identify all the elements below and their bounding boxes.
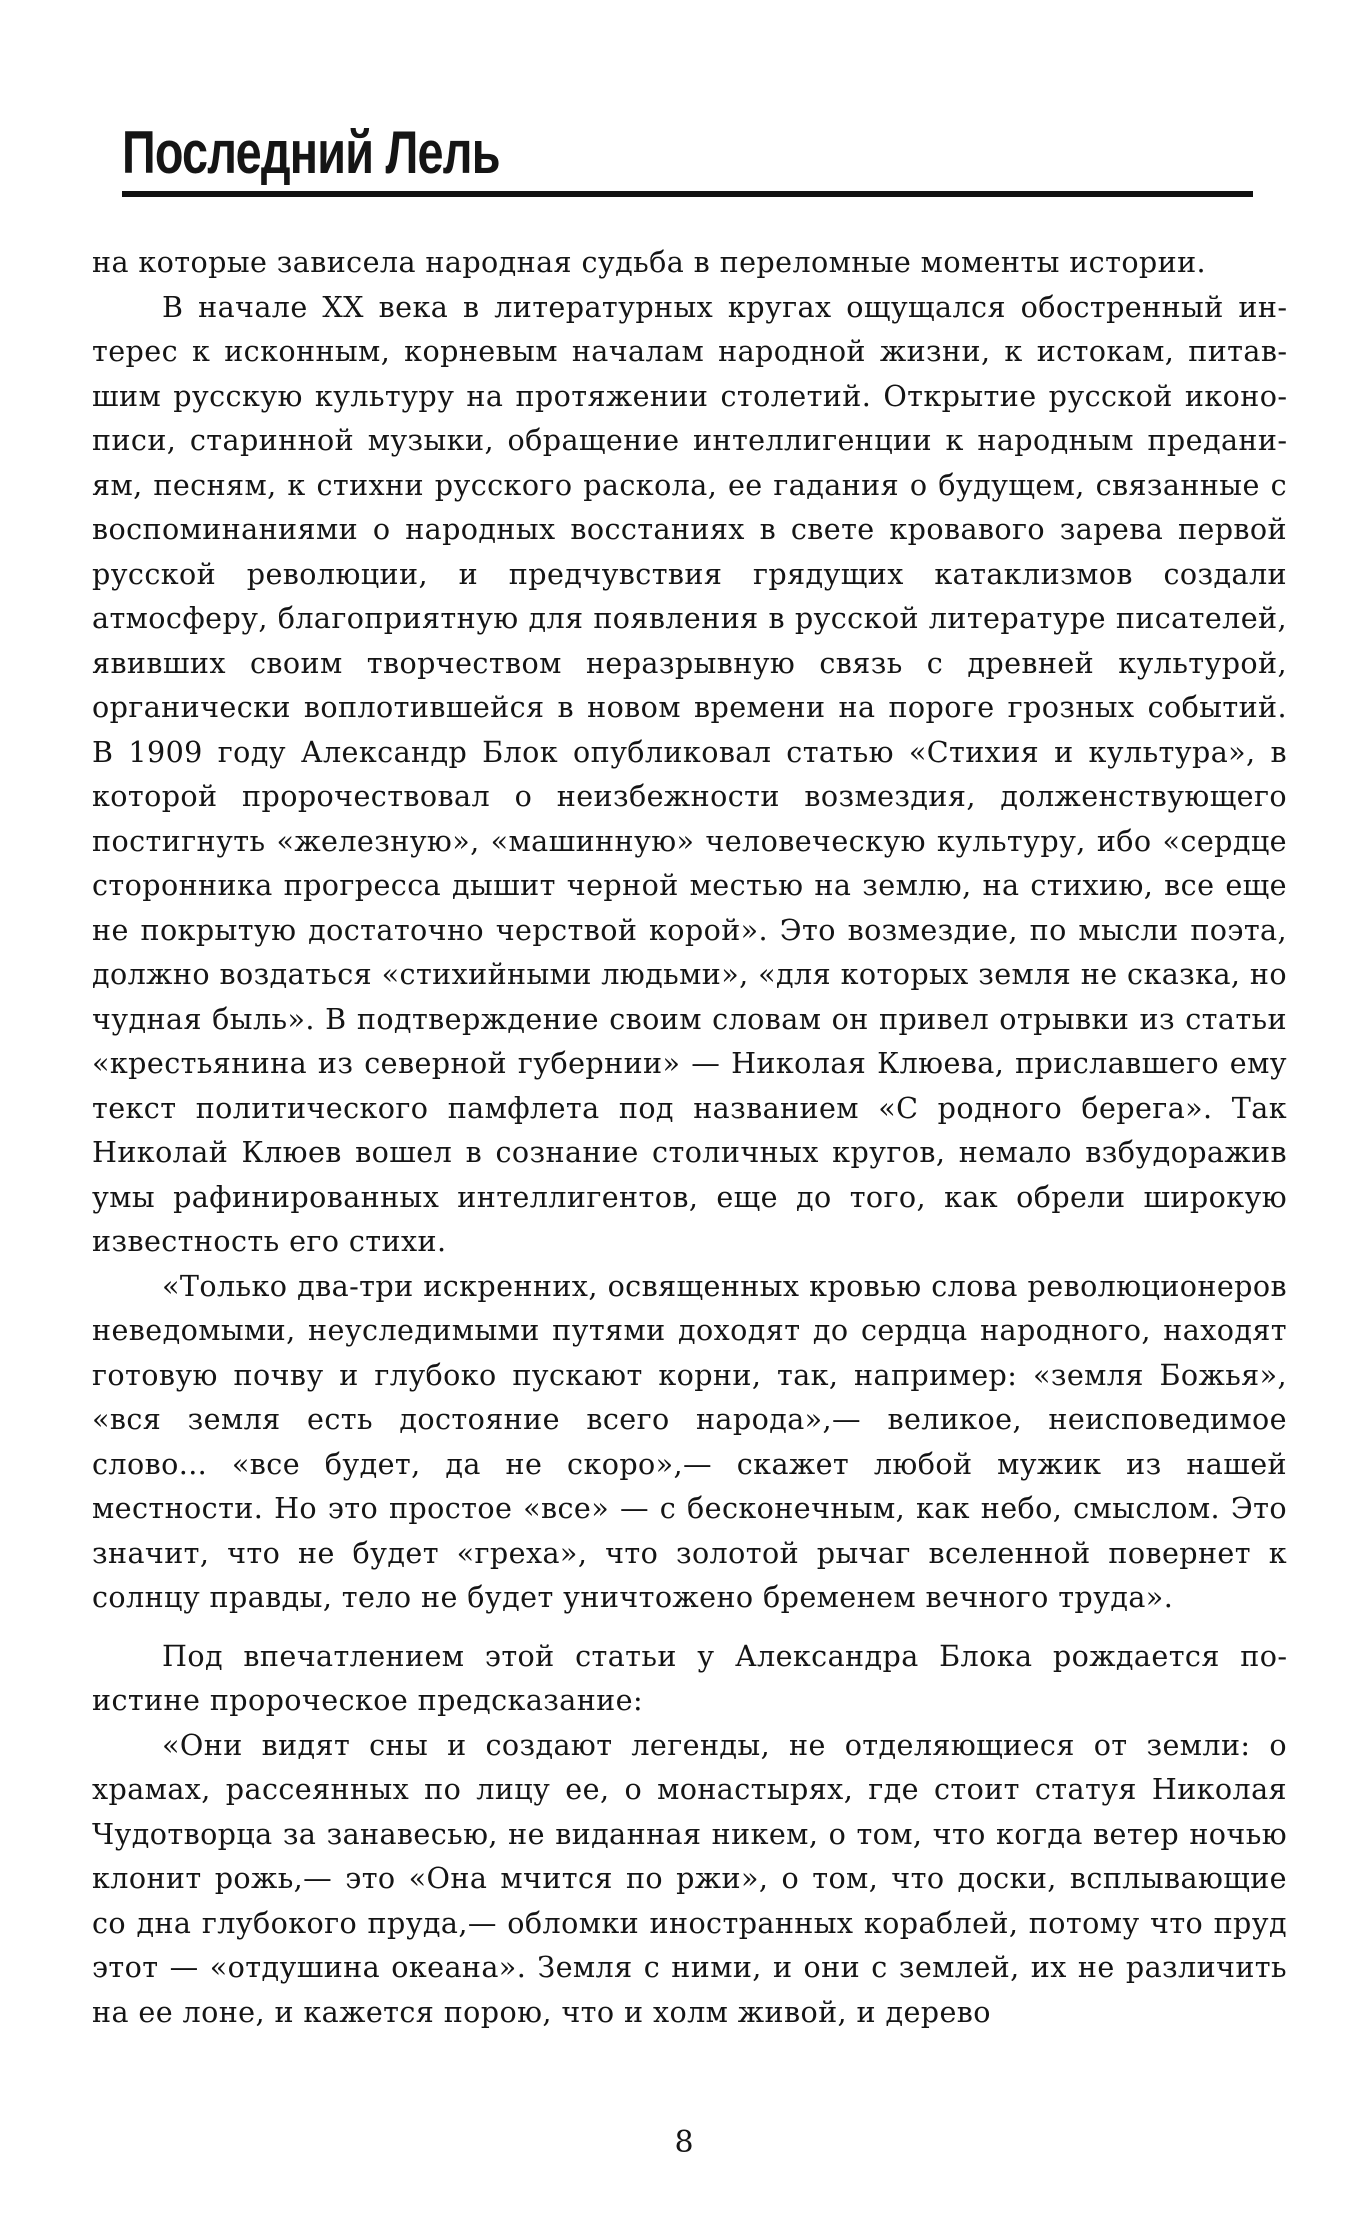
paragraph-quote: «Только два-три искренних, освященных кровью слова революционеров неведомыми, неуследимыми путями доходят до сердца народного, находят готовую почву и глубоко пускают корни, так, например: «земля Божья», «вся земля есть достояние всего народа»,— великое, неисповедимое слово... «все будет, да не скоро»,— скажет любой мужик из нашей местности. Но это простое «все» — с бесконечным, как небо, смыслом. Это значит, что не будет «греха», что золотой рычаг вселенной повернет к солнцу правды, тело не будет уничтожено бременем вечного труда». bbox=[92, 1268, 1287, 1614]
paragraph: В начале XX века в литературных кругах ощущался обостренный интерес к исконным, корневым началам народной жизни, к истокам, питавшим русскую культуру на протяжении столетий. Открытие русской иконописи, старинной музыки, обращение интеллигенции к народным преданиям, песням, к стихни русского раскола, ее гадания о будущем, связанные с воспоминаниями о народных восстаниях в свете кровавого зарева первой русской революции, и предчувствия грядущих катаклизмов создали атмосферу, благоприятную для появления в русской литературе писателей, явивших своим творчеством неразрывную связь с древней культурой, органически воплотившейся в новом времени на пороге грозных событий. В 1909 году Александр Блок опубликовал статью «Стихия и культура», в которой пророчествовал о неизбежности возмездия, долженствующего постигнуть «железную», «машинную» человеческую культуру, ибо «сердце сторонника прогресса дышит черной местью на землю, на стихию, все еще не покрытую достаточно черствой корой». Это возмездие, по мысли поэта, должно воздаться «стихийными людьми», «для которых земля не сказка, но чудная быль». В подтверждение своим словам он привел отрывки из статьи «крестьянина из северной губернии» — Николая Клюева, приславшего ему текст политического памфлета под названием «С родного берега». Так Николай Клюев вошел в сознание столичных кругов, немало взбудоражив умы рафинированных интеллигентов, еще до того, как обрели широкую известность его стихи. bbox=[92, 289, 1287, 1258]
paragraph: Под впечатлением этой статьи у Александра Блока рождается поистине пророческое предсказание: bbox=[92, 1638, 1287, 1717]
page-number: 8 bbox=[674, 2125, 694, 2160]
header-rule bbox=[122, 191, 1253, 197]
running-title: Последний Лель bbox=[122, 119, 500, 186]
paragraph-continuation: на которые зависела народная судьба в переломные моменты истории. bbox=[92, 245, 1207, 279]
paragraph-quote: «Они видят сны и создают легенды, не отделяющиеся от земли: о храмах, рассеянных по лицу ее, о монастырях, где стоит статуя Николая Чудотворца за занавесью, не виданная никем, о том, что когда ветер ночью клонит рожь,— это «Она мчится по ржи», о том, что доски, всплывающие со дна глубокого пруда,— обломки иностранных кораблей, потому что пруд этот — «отдушина океана». Земля с ними, и они с землей, их не различить на ее лоне, и кажется порою, что и холм живой, и дерево bbox=[92, 1727, 1287, 2029]
body-text bbox=[92, 240, 1287, 2034]
